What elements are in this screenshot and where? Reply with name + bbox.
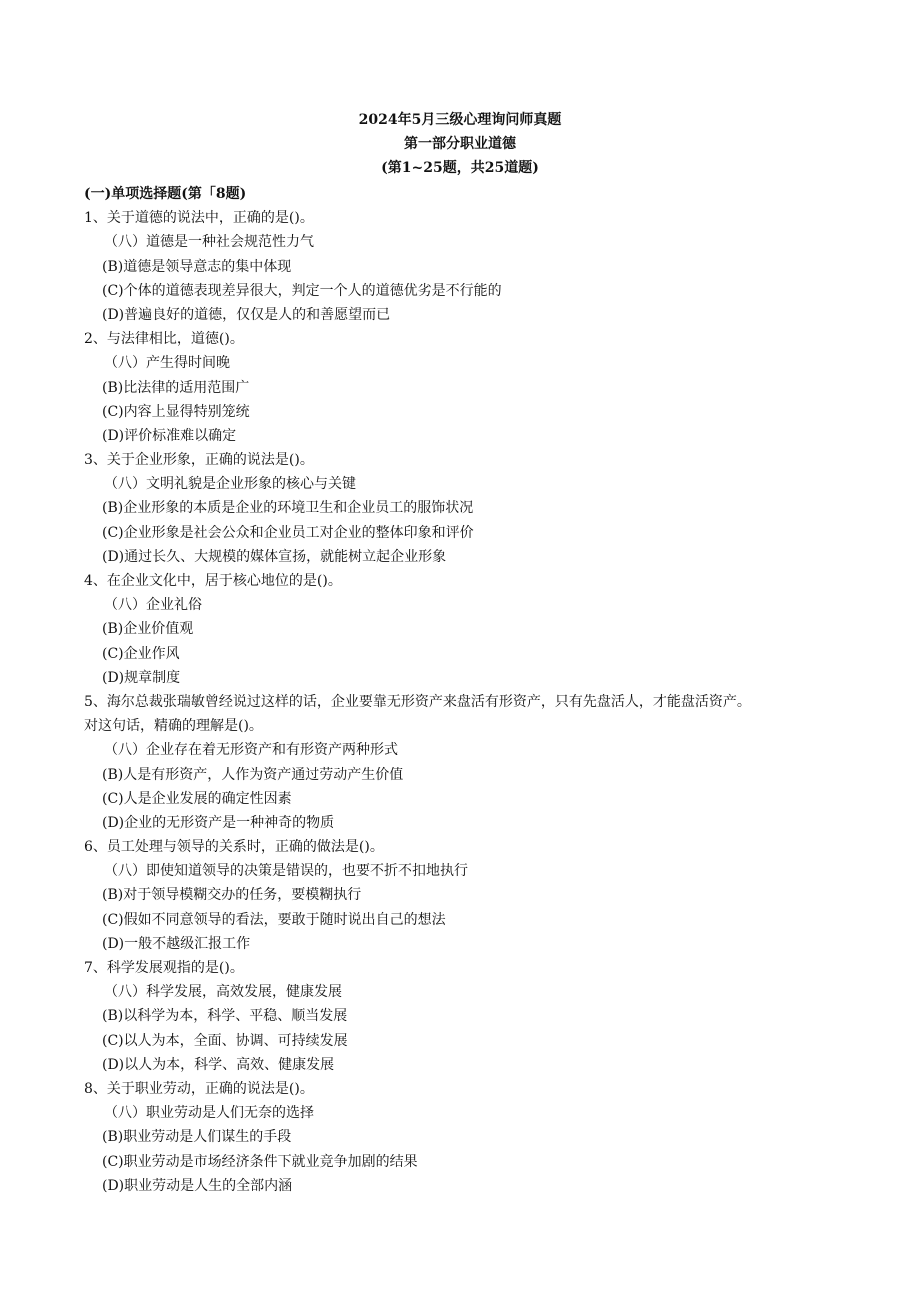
option-a: （八）道德是一种社会规范性力气 — [104, 234, 314, 251]
option-b: (B)企业形象的本质是企业的环境卫生和企业员工的服饰状况 — [102, 500, 474, 517]
question-list — [84, 182, 844, 1198]
option-a: （八）即使知道领导的决策是错误的，也要不折不扣地执行 — [104, 863, 468, 880]
document-header — [0, 108, 920, 180]
question-stem: 3、关于企业形象，正确的说法是()。 — [84, 452, 314, 469]
option-d: (D)以人为本，科学、高效、健康发展 — [102, 1056, 335, 1073]
question-stem: 2、与法律相比，道德()。 — [84, 331, 244, 348]
option-c: (C)假如不同意领导的看法，要敢于随时说出自己的想法 — [102, 911, 446, 928]
option-c: (C)职业劳动是市场经济条件下就业竞争加剧的结果 — [102, 1153, 418, 1170]
option-a: （八）文明礼貌是企业形象的核心与关键 — [104, 476, 356, 493]
question-stem: 5、海尔总裁张瑞敏曾经说过这样的话，企业要靠无形资产来盘活有形资产，只有先盘活人，才能盘活资产。 — [84, 693, 751, 710]
option-a: （八）企业存在着无形资产和有形资产两种形式 — [104, 742, 398, 759]
option-b: (B)以科学为本，科学、平稳、顺当发展 — [102, 1008, 348, 1025]
option-d: (D)普遍良好的道德，仅仅是人的和善愿望而已 — [102, 306, 391, 323]
question-stem: 6、员工处理与领导的关系时，正确的做法是()。 — [84, 839, 384, 856]
option-d: (D)评价标准难以确定 — [102, 427, 237, 444]
option-d: (D)通过长久、大规模的媒体宣扬，就能树立起企业形象 — [102, 548, 447, 565]
option-a: （八）科学发展，高效发展，健康发展 — [104, 984, 342, 1001]
option-c: (C)内容上显得特别笼统 — [102, 403, 250, 420]
question-stem: 8、关于职业劳动，正确的说法是()。 — [84, 1080, 314, 1097]
section-title: (一)单项选择题(第「8题) — [84, 186, 247, 202]
option-a: （八）职业劳动是人们无奈的选择 — [104, 1105, 314, 1122]
option-c: (C)以人为本，全面、协调、可持续发展 — [102, 1032, 348, 1049]
option-b: (B)比法律的适用范围广 — [102, 379, 250, 396]
option-d: (D)企业的无形资产是一种神奇的物质 — [102, 814, 335, 831]
option-d: (D)规章制度 — [102, 669, 181, 686]
option-d: (D)职业劳动是人生的全部内涵 — [102, 1177, 293, 1194]
option-c: (C)企业作风 — [102, 645, 180, 662]
option-d: (D)一般不越级汇报工作 — [102, 935, 251, 952]
option-c: (C)人是企业发展的确定性因素 — [102, 790, 292, 807]
option-b: (B)对于领导模糊交办的任务，要模糊执行 — [102, 887, 362, 904]
option-a: （八）产生得时间晚 — [104, 355, 230, 372]
question-stem: 1、关于道德的说法中，正确的是()。 — [84, 210, 314, 227]
option-b: (B)道德是领导意志的集中体现 — [102, 258, 292, 275]
option-b: (B)企业价值观 — [102, 621, 194, 638]
option-a: （八）企业礼俗 — [104, 597, 202, 614]
option-b: (B)人是有形资产，人作为资产通过劳动产生价值 — [102, 766, 404, 783]
question-stem-continued: 对这句话，精确的理解是()。 — [84, 718, 263, 735]
option-b: (B)职业劳动是人们谋生的手段 — [102, 1129, 292, 1146]
question-stem: 4、在企业文化中，居于核心地位的是()。 — [84, 573, 342, 589]
question-stem: 7、科学发展观指的是()。 — [84, 960, 244, 976]
document-title: 2024年5月三级心理询问师真题 — [358, 112, 562, 128]
option-c: (C)个体的道德表现差异很大，判定一个人的道德优劣是不行能的 — [102, 282, 502, 299]
question-range: (第1~25题，共25道题) — [381, 160, 539, 176]
option-c: (C)企业形象是社会公众和企业员工对企业的整体印象和评价 — [102, 524, 474, 541]
part-title: 第一部分职业道德 — [404, 136, 516, 152]
